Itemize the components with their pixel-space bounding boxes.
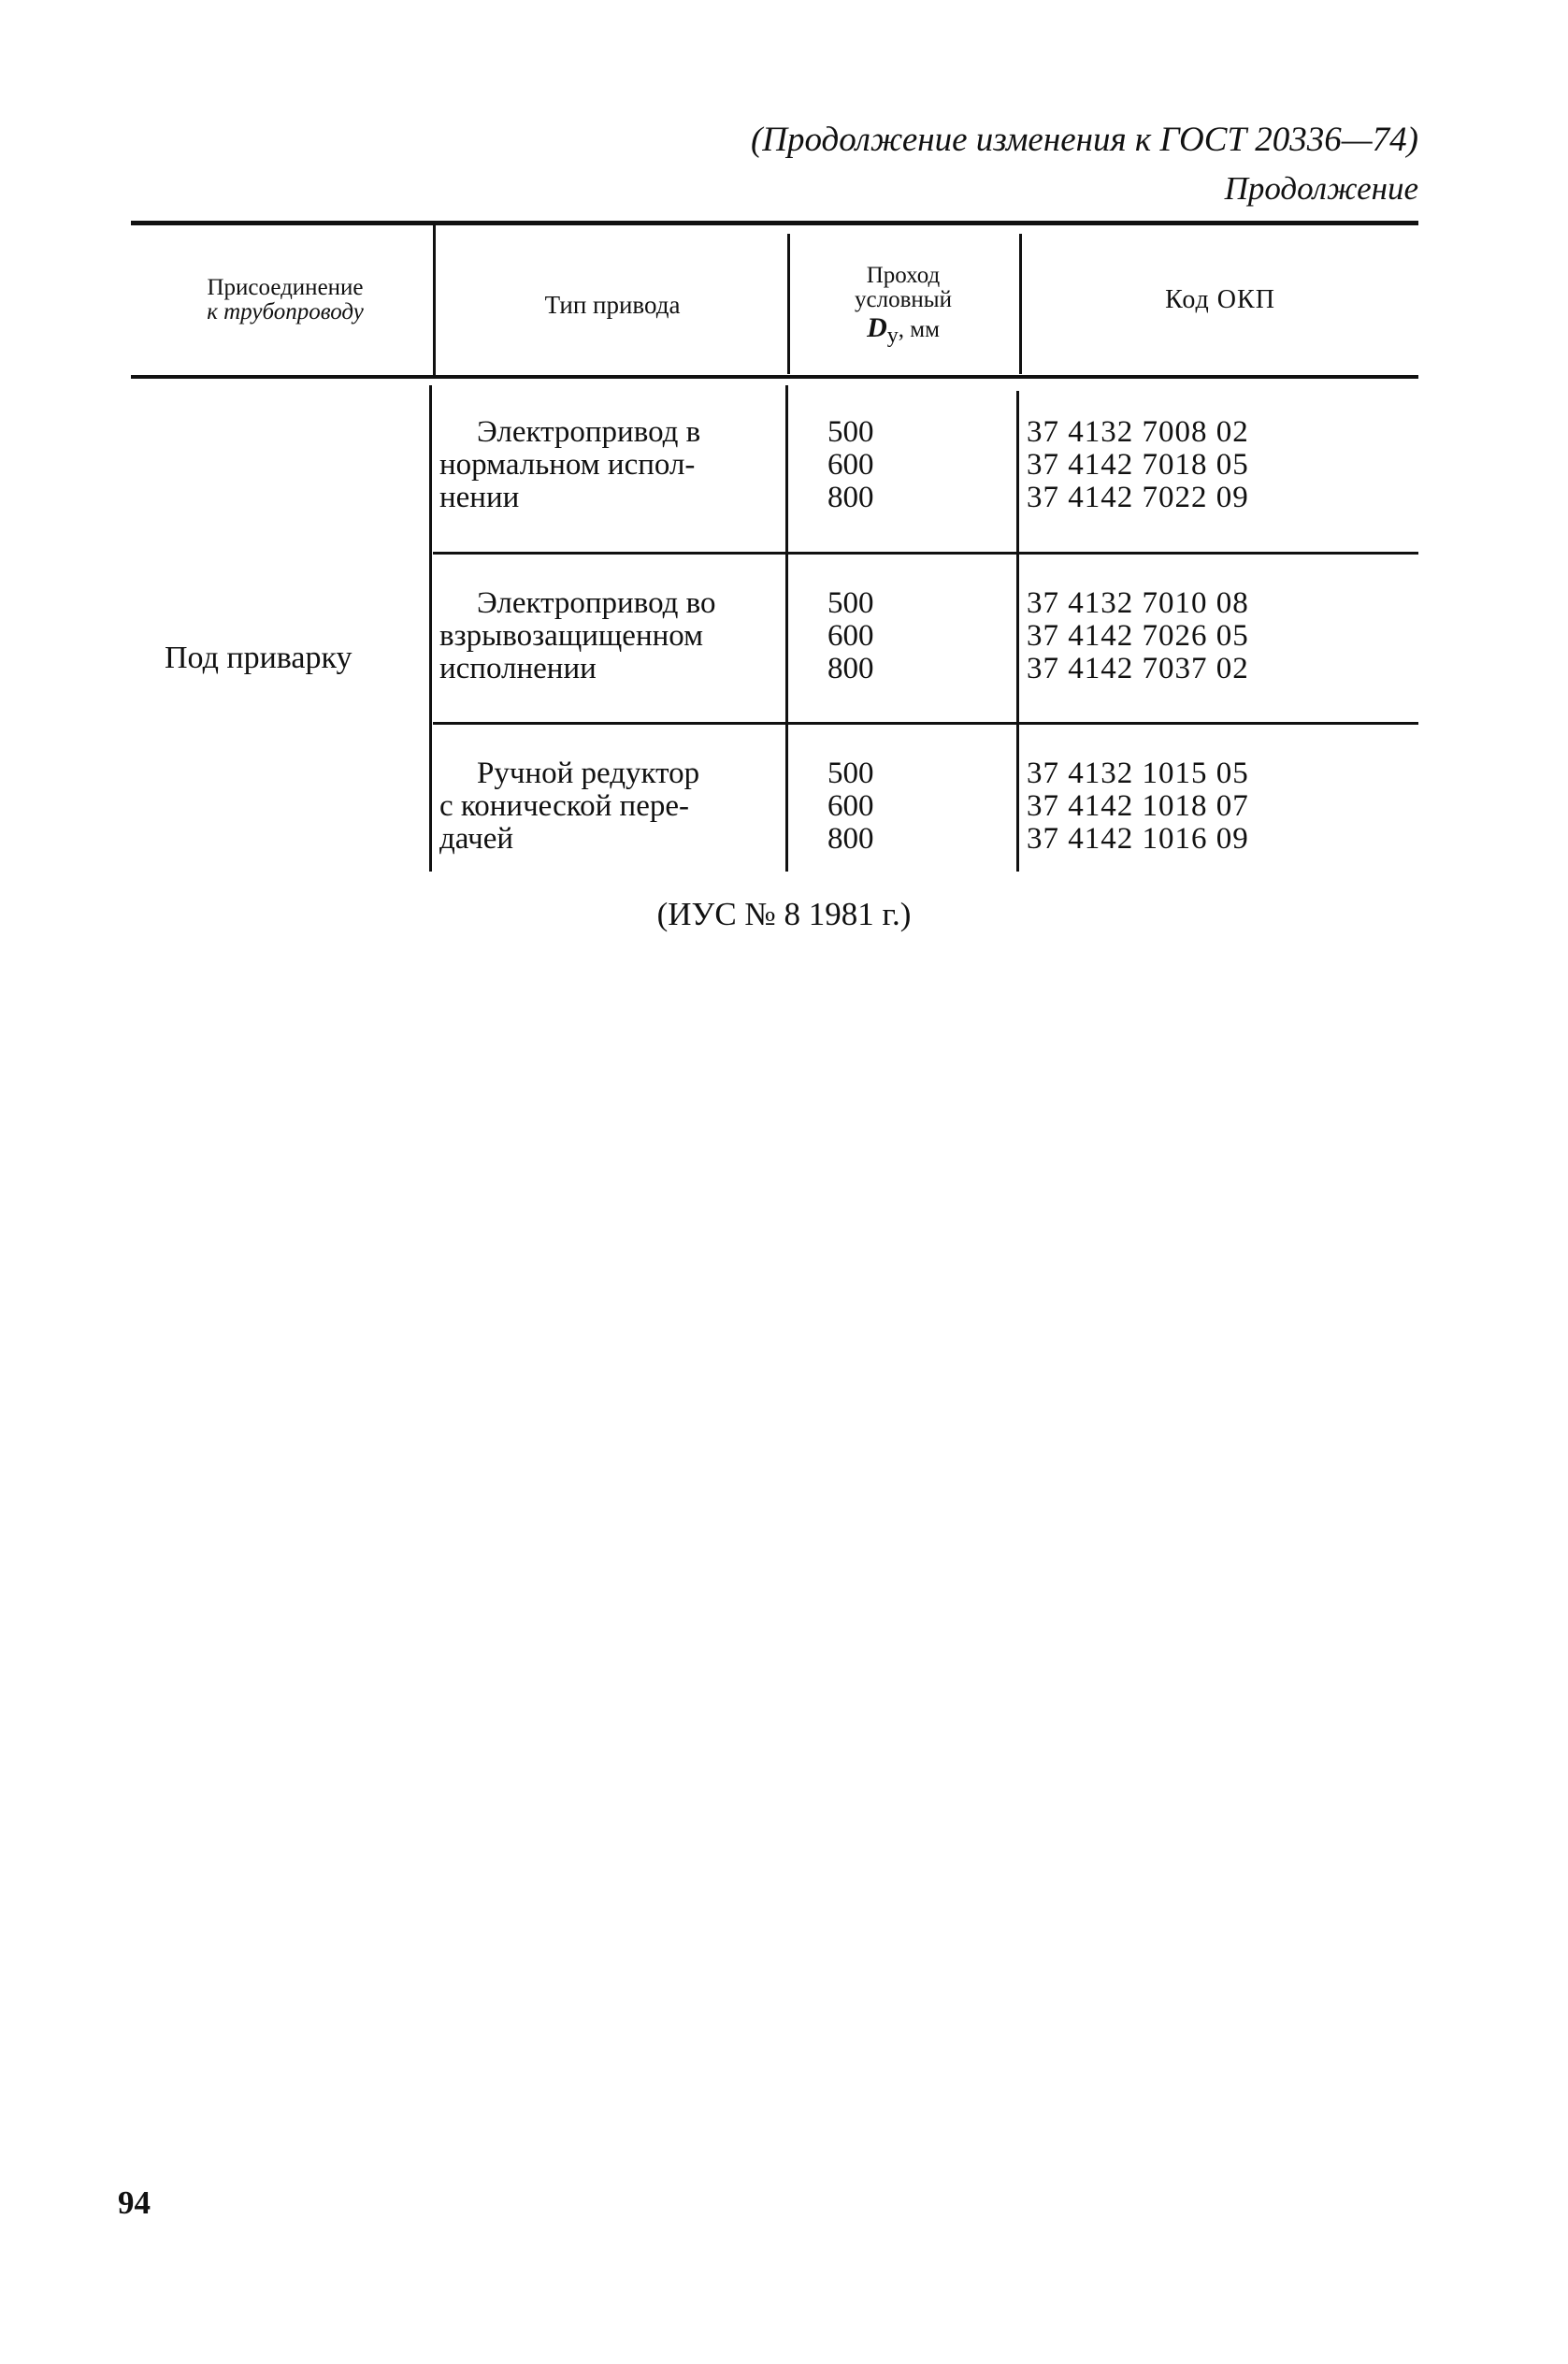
ius-reference: (ИУС № 8 1981 г.) <box>656 896 912 932</box>
header-nominal-bore-line-1: Проход <box>866 263 941 288</box>
dn-subscript: у <box>886 323 899 348</box>
okp-code: 37 4142 7037 02 <box>1027 651 1249 685</box>
header-connection-line-1: Присоединение <box>207 275 364 300</box>
diameter-value: 500 <box>827 757 874 790</box>
group-divider-1 <box>433 552 1418 555</box>
drive-type-line: нении <box>439 480 520 514</box>
dn-unit: , мм <box>898 316 940 342</box>
diameter-cell <box>827 587 874 685</box>
drive-type-cell <box>439 416 748 514</box>
okp-code-cell <box>1027 757 1249 856</box>
header-nominal-bore-line-3 <box>791 313 1015 348</box>
diameter-value: 600 <box>827 447 874 482</box>
diameter-value: 500 <box>827 415 874 449</box>
diameter-cell <box>827 416 874 514</box>
column-divider-2 <box>787 234 790 374</box>
diameter-value: 600 <box>827 788 874 823</box>
table-top-rule <box>131 221 1418 225</box>
diameter-value: 500 <box>827 586 874 620</box>
okp-code-cell <box>1027 587 1249 685</box>
diameter-value: 800 <box>827 480 874 514</box>
okp-code: 37 4142 7026 05 <box>1027 618 1249 653</box>
diameter-cell <box>827 757 874 856</box>
drive-type-cell <box>439 587 748 685</box>
okp-code: 37 4132 7008 02 <box>1027 415 1249 449</box>
okp-code: 37 4132 7010 08 <box>1027 586 1249 620</box>
drive-type-line: исполнении <box>439 651 597 685</box>
drive-type-line: Электропривод в <box>477 415 701 449</box>
header-connection <box>150 276 421 325</box>
continuation-label: Продолжение <box>1224 170 1418 207</box>
okp-code: 37 4142 7022 09 <box>1027 480 1249 514</box>
okp-code-cell <box>1027 416 1249 514</box>
column-divider-3-body <box>1016 391 1019 872</box>
header-nominal-bore <box>791 264 1015 348</box>
dn-symbol: D <box>867 311 887 343</box>
column-divider-2-body <box>785 385 788 872</box>
drive-type-line: Ручной редуктор <box>477 757 700 790</box>
header-nominal-bore-line-2: условный <box>855 287 952 313</box>
column-divider-1 <box>433 224 436 377</box>
drive-type-cell <box>439 757 748 856</box>
okp-code: 37 4142 7018 05 <box>1027 447 1249 482</box>
okp-code: 37 4132 1015 05 <box>1027 757 1249 790</box>
diameter-value: 800 <box>827 821 874 856</box>
okp-code: 37 4142 1018 07 <box>1027 788 1249 823</box>
group-divider-2 <box>433 722 1418 725</box>
drive-type-line: дачей <box>439 821 514 856</box>
drive-type-line: взрывозащищенном <box>439 618 704 653</box>
column-divider-3 <box>1019 234 1022 374</box>
header-connection-line-2: к трубопроводу <box>207 299 364 325</box>
header-drive-type: Тип привода <box>544 291 681 319</box>
drive-type-line: Электропривод во <box>477 586 716 620</box>
page-number: 94 <box>118 2184 151 2221</box>
diameter-value: 600 <box>827 618 874 653</box>
header-okp-code: Код ОКП <box>1165 285 1275 314</box>
connection-type: Под приварку <box>165 641 352 675</box>
document-title: (Продолжение изменения к ГОСТ 20336—74) <box>750 121 1418 159</box>
column-divider-1-body <box>429 385 432 872</box>
okp-code: 37 4142 1016 09 <box>1027 821 1249 856</box>
drive-type-line: нормальном испол- <box>439 447 696 482</box>
drive-type-line: с конической пере- <box>439 788 689 823</box>
diameter-value: 800 <box>827 651 874 685</box>
table-header-rule <box>131 375 1418 379</box>
